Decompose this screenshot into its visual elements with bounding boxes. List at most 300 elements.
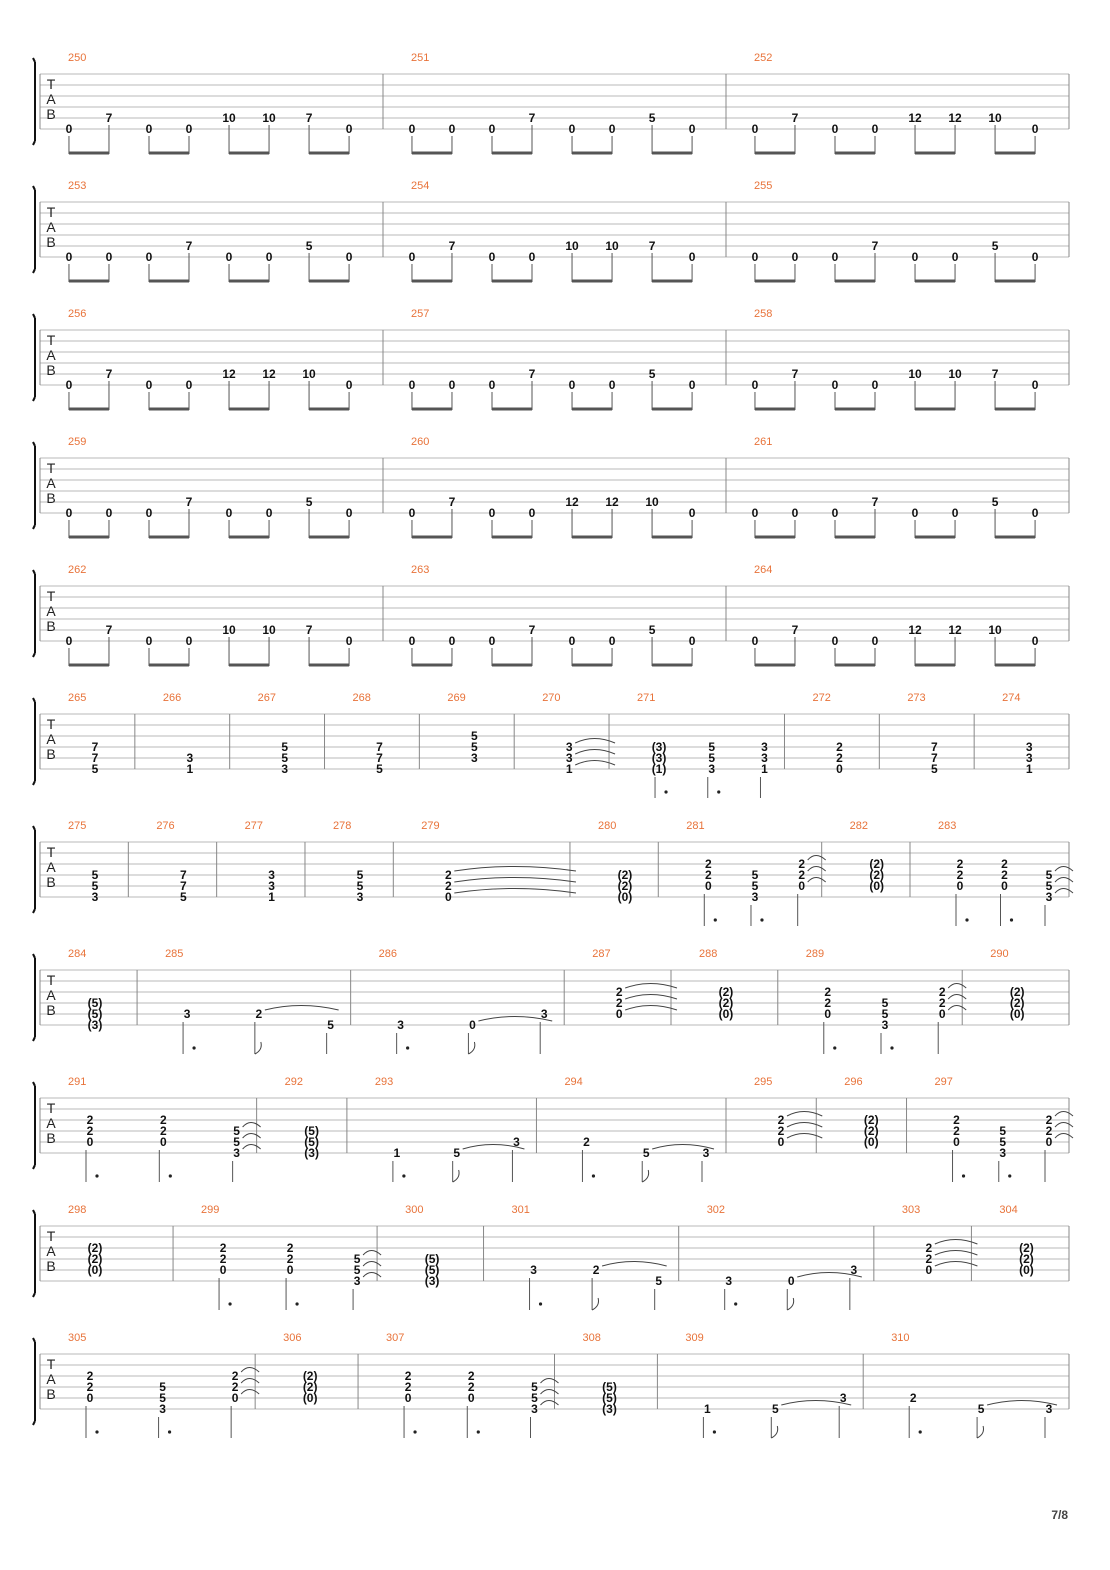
fret-number: 3 — [708, 762, 716, 776]
tab-system — [33, 692, 1069, 798]
note-flag — [787, 1298, 793, 1310]
fret-number: 5 — [471, 729, 478, 743]
measure-number: 270 — [542, 692, 561, 704]
measure-number: 269 — [447, 692, 466, 704]
system-bracket-top — [33, 1210, 35, 1214]
fret-number: 0 — [488, 378, 496, 392]
tie-arc — [808, 856, 826, 861]
measure-number: 278 — [332, 820, 352, 832]
fret-number: (3) — [424, 1274, 440, 1288]
fret-number: 5 — [91, 762, 99, 776]
fret-number: 7 — [185, 239, 193, 253]
fret-number: (2) — [863, 1124, 879, 1138]
fret-number: 7 — [991, 367, 999, 381]
fret-number: 0 — [185, 634, 193, 648]
fret-number: 3 — [233, 1146, 240, 1160]
fret-number: 12 — [908, 111, 922, 125]
fret-number: 0 — [86, 1391, 94, 1405]
fret-number: 0 — [568, 378, 576, 392]
duration-dot — [919, 1430, 922, 1433]
fret-number: 12 — [262, 367, 276, 381]
fret-number: 3 — [530, 1263, 537, 1277]
fret-number: 7 — [930, 740, 938, 754]
fret-number: (2) — [87, 1252, 103, 1266]
fret-number: 0 — [65, 250, 73, 264]
fret-number: 0 — [408, 378, 416, 392]
fret-number: 0 — [704, 879, 712, 893]
fret-number: 2 — [86, 1113, 94, 1127]
duration-dot — [1008, 1174, 1011, 1177]
fret-number: 0 — [688, 122, 696, 136]
fret-number: 0 — [831, 122, 839, 136]
fret-number: 5 — [648, 111, 656, 125]
tab-clef-letter: B — [46, 362, 56, 378]
fret-number: 3 — [761, 751, 768, 765]
fret-number: 0 — [787, 1274, 795, 1288]
system-bracket-bottom — [33, 1421, 35, 1425]
tie-arc — [363, 1273, 381, 1278]
fret-number: (3) — [304, 1146, 319, 1160]
fret-number: (5) — [602, 1391, 617, 1405]
tie-arc — [243, 1123, 261, 1128]
tab-system — [33, 308, 1069, 410]
fret-number: 10 — [262, 111, 276, 125]
system-bracket-bottom — [33, 909, 35, 913]
measure-number: 284 — [68, 948, 87, 960]
tab-clef-letter: A — [46, 1371, 56, 1387]
measure-number: 291 — [68, 1076, 87, 1088]
fret-number: 5 — [771, 1402, 779, 1416]
fret-number: 5 — [281, 751, 289, 765]
fret-number: 12 — [222, 367, 236, 381]
tab-system — [33, 564, 1069, 666]
fret-number: 2 — [159, 1124, 167, 1138]
fret-number: 2 — [1045, 1113, 1053, 1127]
fret-number: 0 — [956, 879, 964, 893]
fret-number: 5 — [91, 868, 99, 882]
system-bracket-top — [33, 698, 35, 702]
measure-number: 309 — [685, 1332, 704, 1344]
tab-system — [33, 1204, 1069, 1310]
tab-clef-letter: T — [46, 204, 56, 220]
tie-arc — [454, 889, 576, 894]
tab-clef-letter: B — [46, 1130, 56, 1146]
fret-number: (2) — [1009, 996, 1025, 1010]
fret-number: 0 — [345, 250, 353, 264]
tie-arc — [540, 1390, 558, 1395]
fret-number: 2 — [704, 868, 712, 882]
tab-clef-letter: T — [46, 460, 56, 476]
measure-number: 271 — [637, 692, 656, 704]
fret-number: 0 — [408, 122, 416, 136]
duration-dot — [539, 1302, 542, 1305]
fret-number: 5 — [655, 1274, 663, 1288]
fret-number: 5 — [648, 367, 656, 381]
fret-number: 0 — [345, 634, 353, 648]
fret-number: 0 — [798, 879, 806, 893]
fret-number: 3 — [751, 890, 759, 904]
fret-number: 2 — [938, 996, 946, 1010]
measure-number: 273 — [907, 692, 926, 704]
measure-number: 287 — [592, 948, 611, 960]
fret-number: 2 — [444, 868, 452, 882]
measure-number: 296 — [844, 1076, 863, 1088]
tab-clef-letter: A — [46, 859, 56, 875]
system-bracket-bottom — [33, 653, 35, 657]
fret-number: 1 — [186, 762, 194, 776]
fret-number: 5 — [881, 1007, 889, 1021]
system-bracket-bottom — [33, 525, 35, 529]
fret-number: (2) — [1009, 985, 1025, 999]
fret-number: (0) — [302, 1391, 318, 1405]
fret-number: 7 — [376, 751, 383, 765]
tie-arc — [363, 1251, 381, 1256]
measure-number: 282 — [849, 820, 869, 832]
fret-number: 2 — [286, 1241, 294, 1255]
fret-number: 3 — [565, 751, 573, 765]
tie-arc — [540, 1379, 558, 1384]
fret-number: 0 — [345, 378, 353, 392]
tab-clef-letter: B — [46, 746, 56, 762]
fret-number: 0 — [469, 1018, 476, 1032]
fret-number: 2 — [615, 996, 623, 1010]
fret-number: 0 — [791, 506, 799, 520]
fret-number: 3 — [702, 1146, 710, 1160]
fret-number: 7 — [528, 623, 536, 637]
tie-arc — [1055, 878, 1073, 883]
fret-number: 7 — [91, 751, 99, 765]
tie-arc — [454, 867, 576, 872]
fret-number: 1 — [761, 762, 768, 776]
fret-number: 0 — [608, 634, 616, 648]
tie-arc — [243, 1134, 261, 1139]
measure-number: 285 — [165, 948, 184, 960]
measure-number: 258 — [754, 308, 773, 320]
fret-number: 0 — [1031, 506, 1039, 520]
fret-number: 0 — [824, 1007, 832, 1021]
fret-number: 7 — [179, 879, 187, 893]
page-number: 7/8 — [1051, 1508, 1068, 1522]
fret-number: 0 — [488, 506, 496, 520]
fret-number: 0 — [65, 378, 73, 392]
measure-number: 305 — [68, 1332, 87, 1344]
fret-number: 0 — [488, 250, 496, 264]
fret-number: (0) — [718, 1007, 734, 1021]
tab-clef-letter: A — [46, 1115, 56, 1131]
fret-number: 5 — [1045, 879, 1053, 893]
note-flag — [592, 1298, 598, 1310]
fret-number: 7 — [791, 623, 799, 637]
measure-number: 260 — [411, 436, 430, 448]
fret-number: 7 — [105, 367, 113, 381]
fret-number: 10 — [262, 623, 276, 637]
fret-number: (5) — [87, 996, 103, 1010]
duration-dot — [95, 1174, 98, 1177]
fret-number: 2 — [1001, 868, 1008, 882]
fret-number: 3 — [513, 1135, 520, 1149]
fret-number: 2 — [956, 868, 964, 882]
system-bracket-bottom — [33, 141, 35, 145]
fret-number: 0 — [185, 378, 193, 392]
measure-number: 277 — [244, 820, 264, 832]
fret-number: 5 — [930, 762, 938, 776]
fret-number: 2 — [1045, 1124, 1053, 1138]
fret-number: 2 — [909, 1391, 917, 1405]
fret-number: 3 — [471, 751, 478, 765]
tab-clef-letter: B — [46, 1258, 56, 1274]
fret-number: 3 — [881, 1018, 889, 1032]
fret-number: 0 — [488, 634, 496, 648]
fret-number: 7 — [91, 740, 99, 754]
fret-number: (2) — [617, 879, 633, 893]
fret-number: 2 — [583, 1135, 590, 1149]
fret-number: 0 — [105, 506, 113, 520]
fret-number: 7 — [179, 868, 187, 882]
tie-arc — [1055, 867, 1073, 872]
duration-dot — [1010, 918, 1013, 921]
tie-arc — [1055, 1112, 1073, 1117]
fret-number: 5 — [91, 879, 99, 893]
fret-number: 5 — [991, 495, 999, 509]
measure-number: 283 — [938, 820, 957, 832]
duration-dot — [717, 790, 720, 793]
note-flag — [977, 1426, 983, 1438]
tab-clef-letter: T — [46, 76, 56, 92]
duration-dot — [228, 1302, 231, 1305]
fret-number: 0 — [528, 506, 536, 520]
fret-number: 0 — [225, 506, 233, 520]
fret-number: 0 — [688, 250, 696, 264]
fret-number: 2 — [777, 1113, 785, 1127]
fret-number: 10 — [565, 239, 579, 253]
fret-number: 5 — [327, 1018, 334, 1032]
fret-number: 7 — [528, 367, 536, 381]
duration-dot — [734, 1302, 737, 1305]
fret-number: 0 — [911, 250, 919, 264]
fret-number: 5 — [353, 1252, 361, 1266]
fret-number: 2 — [255, 1007, 263, 1021]
fret-number: (2) — [718, 996, 734, 1010]
duration-dot — [95, 1430, 98, 1433]
measure-number: 254 — [411, 180, 430, 192]
fret-number: 0 — [871, 634, 879, 648]
duration-dot — [406, 1046, 409, 1049]
fret-number: 5 — [708, 751, 716, 765]
tie-arc — [948, 1006, 966, 1011]
fret-number: 2 — [286, 1252, 294, 1266]
fret-number: 5 — [991, 239, 999, 253]
fret-number: 5 — [305, 495, 313, 509]
duration-dot — [664, 790, 667, 793]
duration-dot — [760, 918, 763, 921]
fret-number: 2 — [467, 1380, 475, 1394]
tab-clef-letter: A — [46, 219, 56, 235]
fret-number: (3) — [87, 1018, 103, 1032]
measure-number: 308 — [582, 1332, 601, 1344]
duration-dot — [477, 1430, 480, 1433]
fret-number: 0 — [1031, 634, 1039, 648]
fret-number: 2 — [925, 1252, 933, 1266]
duration-dot — [962, 1174, 965, 1177]
duration-dot — [890, 1046, 893, 1049]
fret-number: 2 — [777, 1124, 785, 1138]
fret-number: 5 — [179, 890, 187, 904]
fret-number: 0 — [265, 506, 273, 520]
tie-arc — [1055, 1123, 1073, 1128]
fret-number: 0 — [608, 378, 616, 392]
note-flag — [771, 1426, 777, 1438]
fret-number: 0 — [145, 250, 153, 264]
fret-number: 10 — [302, 367, 316, 381]
measure-number: 288 — [698, 948, 718, 960]
fret-number: 0 — [608, 122, 616, 136]
system-bracket-top — [33, 570, 35, 574]
fret-number: 7 — [185, 495, 193, 509]
fret-number: 2 — [86, 1380, 94, 1394]
system-bracket-bottom — [33, 269, 35, 273]
fret-number: 0 — [568, 634, 576, 648]
duration-dot — [413, 1430, 416, 1433]
fret-number: 3 — [186, 751, 194, 765]
fret-number: 2 — [953, 1113, 960, 1127]
system-bracket-bottom — [33, 1037, 35, 1041]
measure-number: 265 — [68, 692, 87, 704]
duration-dot — [592, 1174, 595, 1177]
fret-number: 7 — [305, 623, 313, 637]
fret-number: 0 — [751, 378, 759, 392]
fret-number: (2) — [302, 1380, 318, 1394]
duration-dot — [833, 1046, 836, 1049]
fret-number: (5) — [87, 1007, 103, 1021]
measure-number: 292 — [284, 1076, 303, 1088]
fret-number: 3 — [353, 1274, 361, 1288]
fret-number: 5 — [471, 740, 478, 754]
fret-number: 7 — [871, 495, 879, 509]
tab-clef-letter: B — [46, 1386, 56, 1402]
tie-arc — [808, 867, 826, 872]
fret-number: 3 — [1045, 1402, 1053, 1416]
tab-clef-letter: A — [46, 987, 56, 1003]
note-flag — [453, 1170, 459, 1182]
fret-number: 5 — [453, 1146, 461, 1160]
fret-number: 10 — [605, 239, 619, 253]
tab-clef-letter: A — [46, 1243, 56, 1259]
tie-arc — [454, 878, 576, 883]
fret-number: (0) — [1009, 1007, 1025, 1021]
fret-number: 0 — [568, 122, 576, 136]
fret-number: 2 — [231, 1380, 239, 1394]
duration-dot — [169, 1174, 172, 1177]
fret-number: 7 — [648, 239, 656, 253]
tie-arc — [241, 1390, 259, 1395]
measure-number: 297 — [934, 1076, 953, 1088]
tab-clef-letter: T — [46, 588, 56, 604]
tie-arc — [241, 1368, 259, 1373]
measure-number: 298 — [68, 1204, 87, 1216]
fret-number: 0 — [1001, 879, 1008, 893]
measure-number: 259 — [68, 436, 87, 448]
fret-number: (0) — [1019, 1263, 1034, 1277]
tab-clef-letter: T — [46, 1356, 56, 1372]
tab-system — [33, 1076, 1073, 1182]
tie-arc — [243, 1145, 261, 1150]
fret-number: 3 — [268, 879, 275, 893]
fret-number: 5 — [708, 740, 716, 754]
measure-number: 310 — [891, 1332, 910, 1344]
fret-number: 3 — [183, 1007, 191, 1021]
fret-number: 0 — [871, 122, 879, 136]
fret-number: 0 — [791, 250, 799, 264]
fret-number: 0 — [448, 122, 456, 136]
fret-number: 0 — [751, 250, 759, 264]
fret-number: 0 — [86, 1135, 94, 1149]
fret-number: 0 — [751, 506, 759, 520]
measure-number: 252 — [754, 52, 773, 64]
fret-number: (2) — [718, 985, 734, 999]
duration-dot — [402, 1174, 405, 1177]
fret-number: 0 — [448, 378, 456, 392]
tab-system — [33, 820, 1073, 926]
fret-number: 0 — [1031, 250, 1039, 264]
system-bracket-top — [33, 954, 35, 958]
fret-number: (2) — [863, 1113, 879, 1127]
tie-arc — [265, 1006, 339, 1011]
fret-number: 10 — [222, 623, 236, 637]
fret-number: 12 — [565, 495, 579, 509]
fret-number: 5 — [159, 1380, 166, 1394]
system-bracket-bottom — [33, 397, 35, 401]
tab-clef-letter: T — [46, 716, 56, 732]
fret-number: 0 — [1031, 122, 1039, 136]
fret-number: 5 — [353, 1263, 361, 1277]
fret-number: 0 — [925, 1263, 933, 1277]
fret-number: (2) — [1019, 1241, 1034, 1255]
measure-number: 293 — [374, 1076, 394, 1088]
fret-number: 5 — [281, 740, 289, 754]
fret-number: 5 — [531, 1380, 538, 1394]
measure-number: 253 — [68, 180, 87, 192]
tie-arc — [787, 1123, 822, 1128]
measure-number: 267 — [257, 692, 277, 704]
fret-number: 5 — [977, 1402, 985, 1416]
fret-number: 1 — [565, 762, 573, 776]
fret-number: 0 — [408, 250, 416, 264]
fret-number: 3 — [540, 1007, 548, 1021]
fret-number: 3 — [91, 890, 99, 904]
fret-number: (3) — [602, 1402, 617, 1416]
system-bracket-top — [33, 442, 35, 446]
fret-number: 7 — [305, 111, 313, 125]
duration-dot — [965, 918, 968, 921]
fret-number: 12 — [948, 623, 962, 637]
fret-number: 3 — [839, 1391, 847, 1405]
fret-number: 2 — [798, 868, 806, 882]
fret-number: 0 — [1031, 378, 1039, 392]
fret-number: 7 — [871, 239, 879, 253]
fret-number: 5 — [376, 762, 383, 776]
fret-number: 2 — [798, 857, 806, 871]
fret-number: 0 — [265, 250, 273, 264]
fret-number: 0 — [836, 762, 843, 776]
fret-number: 0 — [145, 506, 153, 520]
fret-number: 12 — [605, 495, 619, 509]
fret-number: 1 — [393, 1146, 401, 1160]
fret-number: 5 — [233, 1135, 240, 1149]
fret-number: (5) — [602, 1380, 617, 1394]
fret-number: 2 — [953, 1124, 960, 1138]
system-bracket-top — [33, 1082, 35, 1086]
fret-number: 2 — [86, 1369, 94, 1383]
